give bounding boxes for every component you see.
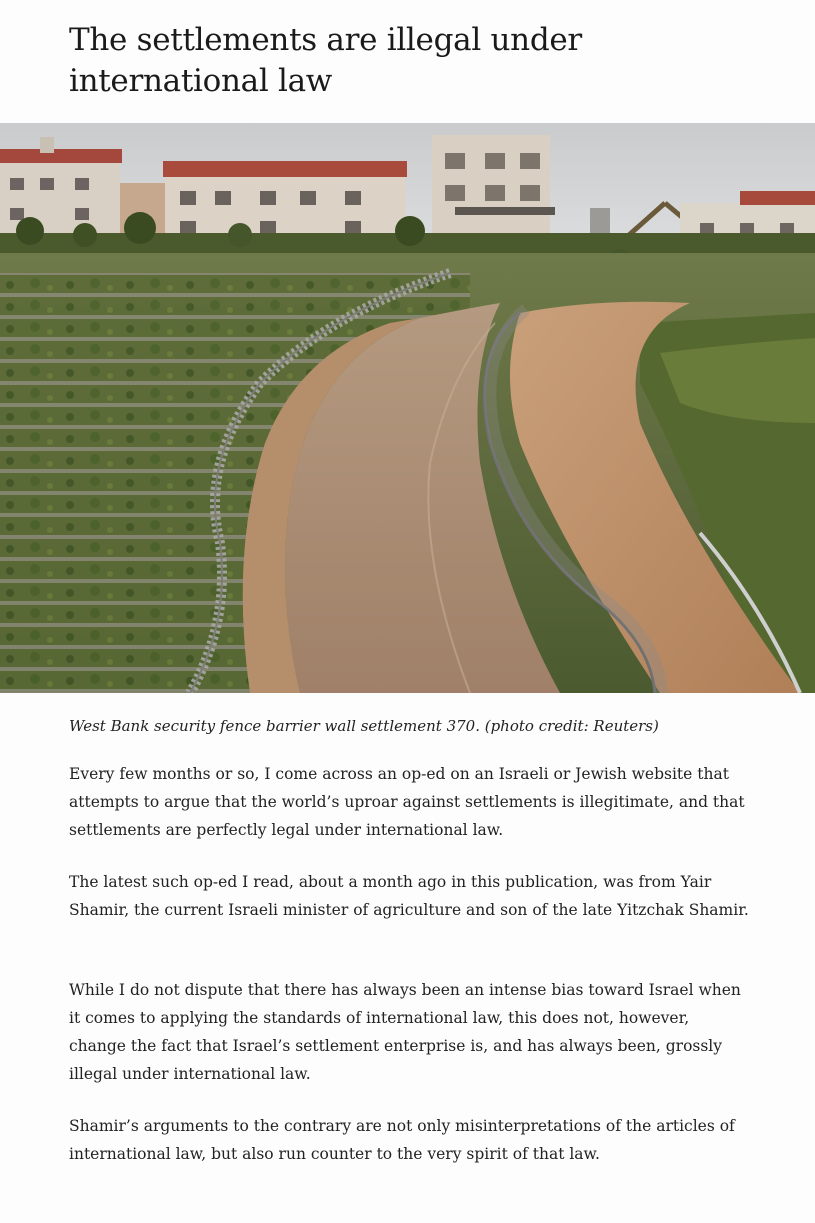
photo-illustration bbox=[0, 123, 815, 693]
paragraph: Every few months or so, I come across an op-ed on an Israeli or Jewish website that attempts to argue that the world’s uproar against settlements is illegitimate, and that settlements are perfectly legal under international law. bbox=[69, 765, 745, 839]
paragraph: While I do not dispute that there has always been an intense bias toward Israel when it comes to applying the standards of international law, this does not, however, change the fact that Israel’s settlement enterprise is, and has always been, grossly illegal under international law. bbox=[69, 981, 741, 1083]
settlement-photo bbox=[0, 123, 815, 693]
photo-caption: West Bank security fence barrier wall settlement 370. (photo credit: Reuters) bbox=[69, 717, 659, 735]
paragraph: Shamir’s arguments to the contrary are not only misinterpretations of the articles of international law, but also run counter to the very spirit of that law. bbox=[69, 1117, 735, 1163]
paragraph: The latest such op-ed I read, about a month ago in this publication, was from Yair Shamir, the current Israeli minister of agriculture and son of the late Yitzchak Shamir. bbox=[69, 873, 749, 919]
article-body bbox=[69, 760, 749, 1168]
headline: The settlements are illegal under international law bbox=[69, 22, 582, 99]
